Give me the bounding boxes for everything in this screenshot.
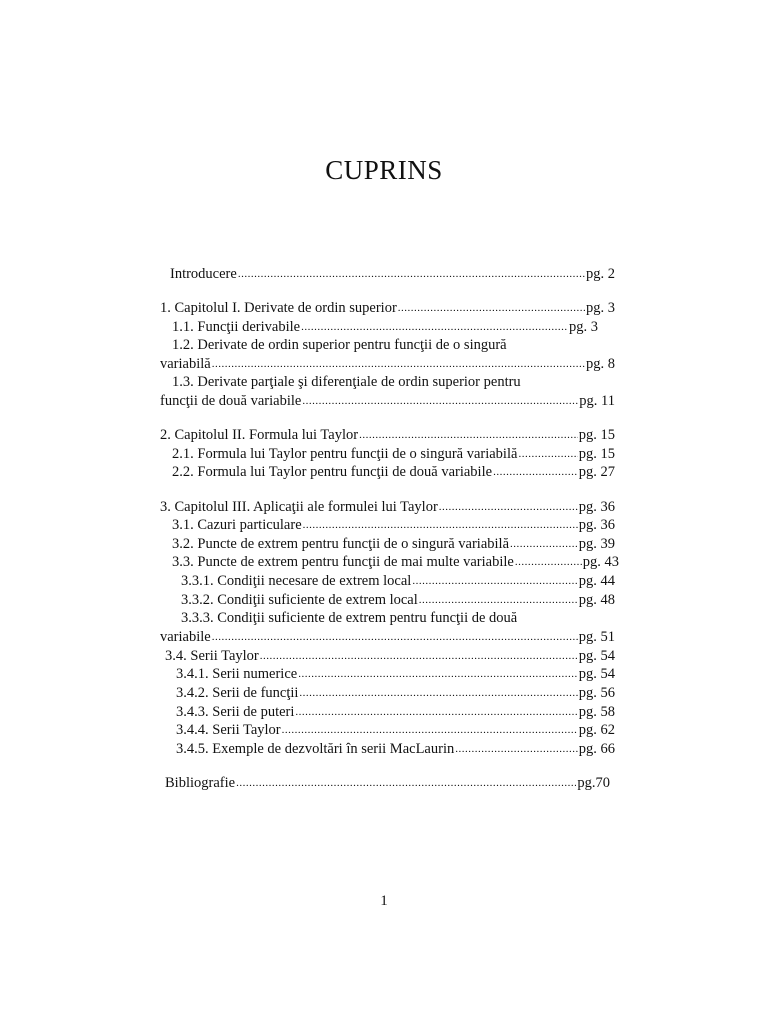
leader-dots (493, 462, 578, 482)
toc-entry (160, 391, 615, 411)
toc-entry-title: variabilă (160, 356, 211, 372)
toc-entry-page: pg.70 (577, 775, 610, 791)
toc-entry (176, 739, 615, 759)
page-number: 1 (380, 893, 388, 909)
toc-entry-title: 2. Capitolul II. Formula lui Taylor (160, 427, 359, 443)
toc-entry-title: 3. Capitolul III. Aplicaţii ale formulei lui Taylor (160, 499, 438, 515)
leader-dots (510, 534, 578, 554)
toc-entry (176, 702, 615, 722)
leader-dots (398, 298, 585, 318)
leader-dots (282, 720, 578, 740)
toc-entry-page: pg. 11 (579, 393, 615, 409)
toc-entry-page: pg. 15 (578, 446, 615, 462)
leader-dots (299, 683, 577, 703)
page-title: CUPRINS (325, 155, 443, 185)
toc-entry (176, 720, 615, 740)
toc-entry (176, 664, 615, 684)
toc-entry (172, 534, 615, 554)
toc-entry (172, 444, 615, 464)
toc-entry-page: pg. 54 (578, 648, 615, 664)
toc-entry-first-line: 1.2. Derivate de ordin superior pentru funcţii de o singură (172, 337, 507, 353)
toc-entry-title: 3.4.2. Serii de funcţii (176, 685, 299, 701)
leader-dots (515, 552, 582, 572)
toc-entry-page: pg. 43 (582, 554, 619, 570)
toc-entry (172, 462, 615, 482)
leader-dots (238, 264, 585, 284)
toc-entry-title: 3.4.5. Exemple de dezvoltări în serii MacLaurin (176, 741, 455, 757)
toc-entry-page: pg. 27 (578, 464, 615, 480)
toc-entry (181, 590, 615, 610)
toc-entry (160, 354, 615, 374)
leader-dots (301, 317, 568, 337)
toc-entry-title: variabile (160, 629, 211, 645)
leader-dots (455, 739, 578, 759)
toc-entry-title: 3.4.3. Serii de puteri (176, 704, 295, 720)
toc-entry-title: 3.3.1. Condiţii necesare de extrem local (181, 573, 412, 589)
toc-entry-title: 3.4. Serii Taylor (165, 648, 259, 664)
toc-entry-title: 2.2. Formula lui Taylor pentru funcţii de două variabile (172, 464, 493, 480)
leader-dots (359, 425, 578, 445)
toc-entry-page: pg. 39 (578, 536, 615, 552)
toc-entry-title: 3.1. Cazuri particulare (172, 517, 302, 533)
toc-entry-page: pg. 56 (578, 685, 615, 701)
toc-entry-page: pg. 8 (586, 356, 615, 372)
toc-entry (165, 773, 610, 793)
leader-dots (412, 571, 577, 591)
leader-dots (303, 515, 578, 535)
toc-entry-page: pg. 54 (578, 666, 615, 682)
toc-entry-title: 1. Capitolul I. Derivate de ordin superior (160, 300, 397, 316)
toc-entry-page: pg. 62 (578, 722, 615, 738)
toc-entry (181, 571, 615, 591)
leader-dots (419, 590, 578, 610)
toc-entry-title: Introducere (170, 266, 237, 282)
toc-entry-title: 3.3.2. Condiţii suficiente de extrem local (181, 592, 418, 608)
toc-entry-title: Bibliografie (165, 775, 236, 791)
toc-entry (172, 317, 598, 337)
toc-entry-page: pg. 66 (578, 741, 615, 757)
toc-entry-title: 1.1. Funcţii derivabile (172, 319, 301, 335)
toc-entry-page: pg. 58 (578, 704, 615, 720)
toc-entry-page: pg. 2 (586, 266, 615, 282)
leader-dots (236, 773, 576, 793)
toc-entry (160, 497, 615, 517)
toc-entry (170, 264, 615, 284)
toc-entry (176, 683, 615, 703)
toc-entry-page: pg. 15 (578, 427, 615, 443)
leader-dots (298, 664, 578, 684)
toc-entry-first-line: 1.3. Derivate parţiale şi diferenţiale de ordin superior pentru (172, 374, 521, 390)
toc-entry-title: 3.2. Puncte de extrem pentru funcţii de o singură variabilă (172, 536, 510, 552)
leader-dots (518, 444, 577, 464)
leader-dots (212, 354, 585, 374)
toc-entry-page: pg. 44 (578, 573, 615, 589)
toc-entry (160, 627, 615, 647)
toc-entry-title: 3.4.1. Serii numerice (176, 666, 298, 682)
leader-dots (302, 391, 578, 411)
toc-entry (160, 425, 615, 445)
leader-dots (212, 627, 578, 647)
toc-entry (172, 515, 615, 535)
toc-entry-page: pg. 3 (586, 300, 615, 316)
leader-dots (295, 702, 577, 722)
toc-entry-title: 3.3. Puncte de extrem pentru funcţii de mai multe variabile (172, 554, 514, 570)
leader-dots (260, 646, 578, 666)
toc-entry-first-line: 3.3.3. Condiţii suficiente de extrem pentru funcţii de două (181, 610, 518, 626)
toc-entry-page: pg. 3 (569, 319, 598, 335)
toc-entry (160, 298, 615, 318)
leader-dots (439, 497, 578, 517)
toc-entry (172, 552, 619, 572)
toc-entry-page: pg. 48 (578, 592, 615, 608)
toc-entry-page: pg. 36 (578, 499, 615, 515)
toc-entry-title: funcţii de două variabile (160, 393, 302, 409)
toc-entry-page: pg. 36 (578, 517, 615, 533)
toc-entry-title: 2.1. Formula lui Taylor pentru funcţii de o singură variabilă (172, 446, 518, 462)
toc-entry-title: 3.4.4. Serii Taylor (176, 722, 281, 738)
toc-entry (165, 646, 615, 666)
toc-entry-page: pg. 51 (578, 629, 615, 645)
